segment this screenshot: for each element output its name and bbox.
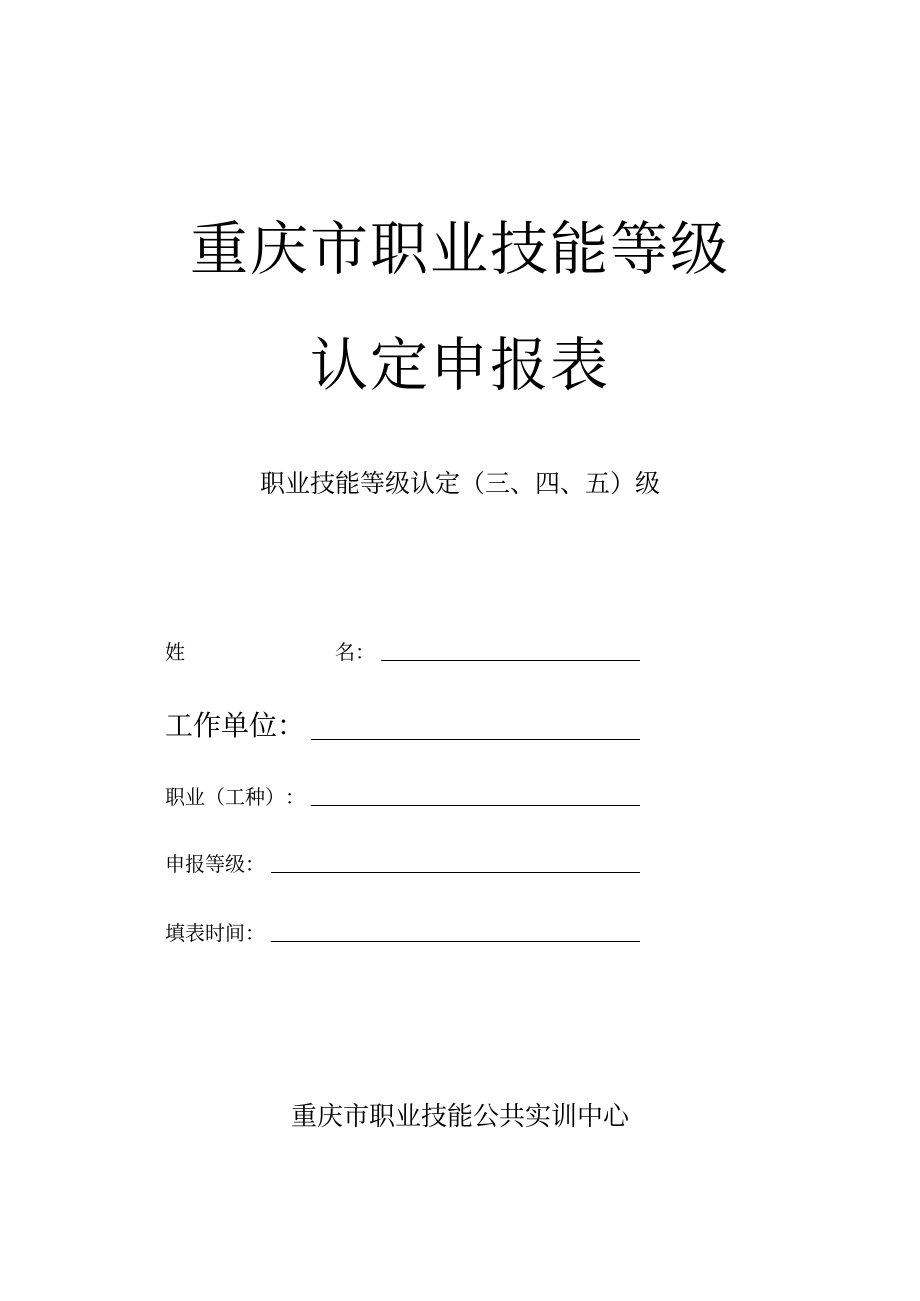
level-label: 申报等级 (165, 852, 245, 876)
issuing-organization: 重庆市职业技能公共实训中心 (290, 1102, 629, 1132)
name-label (165, 636, 355, 665)
occupation-colon: ： (285, 785, 305, 809)
document-title-line-2: 认定申报表 (309, 331, 610, 399)
fill-date-colon: ： (245, 921, 265, 945)
fill-date-field (165, 917, 640, 946)
fill-date-fill-line[interactable] (271, 941, 640, 942)
occupation-field (165, 781, 640, 810)
occupation-label: 职业（工种） (165, 785, 285, 809)
work-unit-fill-line[interactable] (311, 739, 640, 740)
name-label-char-1: 姓 (165, 640, 185, 664)
level-fill-line[interactable] (271, 872, 640, 873)
fill-date-label: 填表时间 (165, 921, 245, 945)
document-title-line-1: 重庆市职业技能等级 (189, 215, 730, 283)
name-colon: ： (355, 640, 375, 664)
work-unit-label: 工作单位 (165, 709, 278, 742)
level-colon: ： (245, 852, 265, 876)
work-unit-field (165, 704, 640, 744)
level-field (165, 848, 640, 877)
name-fill-line[interactable] (381, 660, 640, 661)
name-label-char-2: 名 (335, 640, 355, 664)
name-field (165, 636, 640, 665)
work-unit-colon: ： (277, 709, 306, 742)
document-subtitle: 职业技能等级认定（三、四、五）级 (259, 469, 660, 498)
occupation-fill-line[interactable] (311, 805, 640, 806)
